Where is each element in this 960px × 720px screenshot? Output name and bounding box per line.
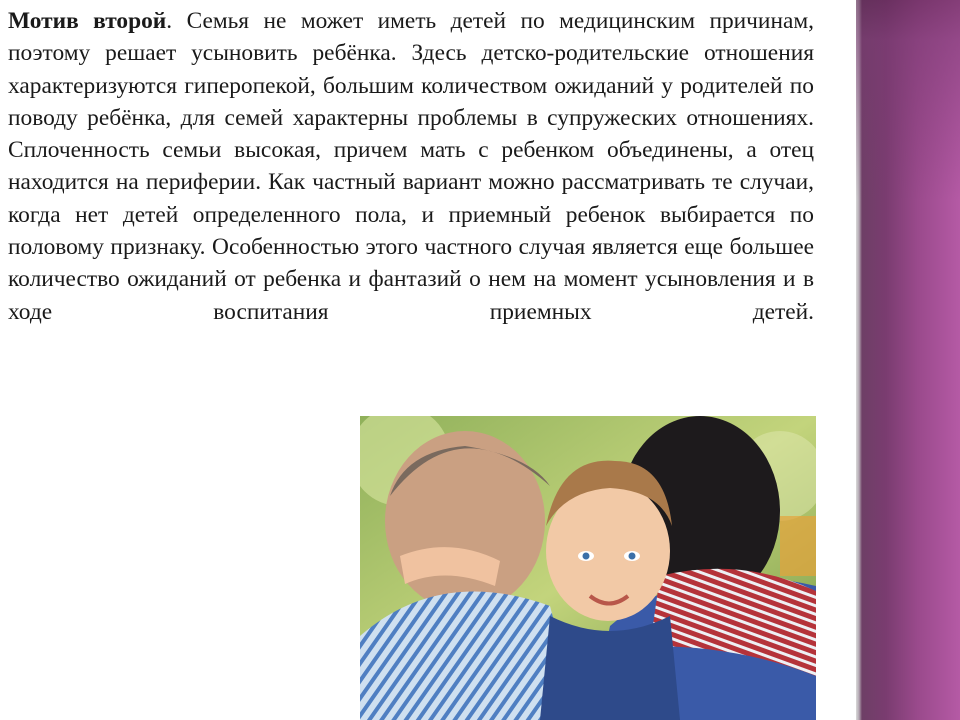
sidebar-shading [856, 0, 960, 720]
body-paragraph [8, 5, 814, 328]
decorative-sidebar [856, 0, 960, 720]
paragraph-text: . Семья не может иметь детей по медицинским причинам, поэтому решает усыновить ребёнка. Здесь детско-родительские отношения характеризуются гиперопекой, большим количеством ожиданий у родителей по поводу ребёнка, для семей характерны проблемы в супружеских отношениях. Сплоченность семьи высокая, причем мать с ребенком объединены, а отец находится на периферии. Как частный вариант можно рассматривать те случаи, когда нет детей определенного пола, и приемный ребенок выбирается по половому признаку. Особенностью этого частного случая является еще большее количество ожиданий от ребенка и фантазий о нем на момент усыновления и в ходе воспитания приемных детей. [8, 8, 814, 325]
family-hug-photo [360, 416, 816, 720]
paragraph-lead: Мотив второй [8, 8, 167, 34]
family-photo-illustration [360, 416, 816, 720]
